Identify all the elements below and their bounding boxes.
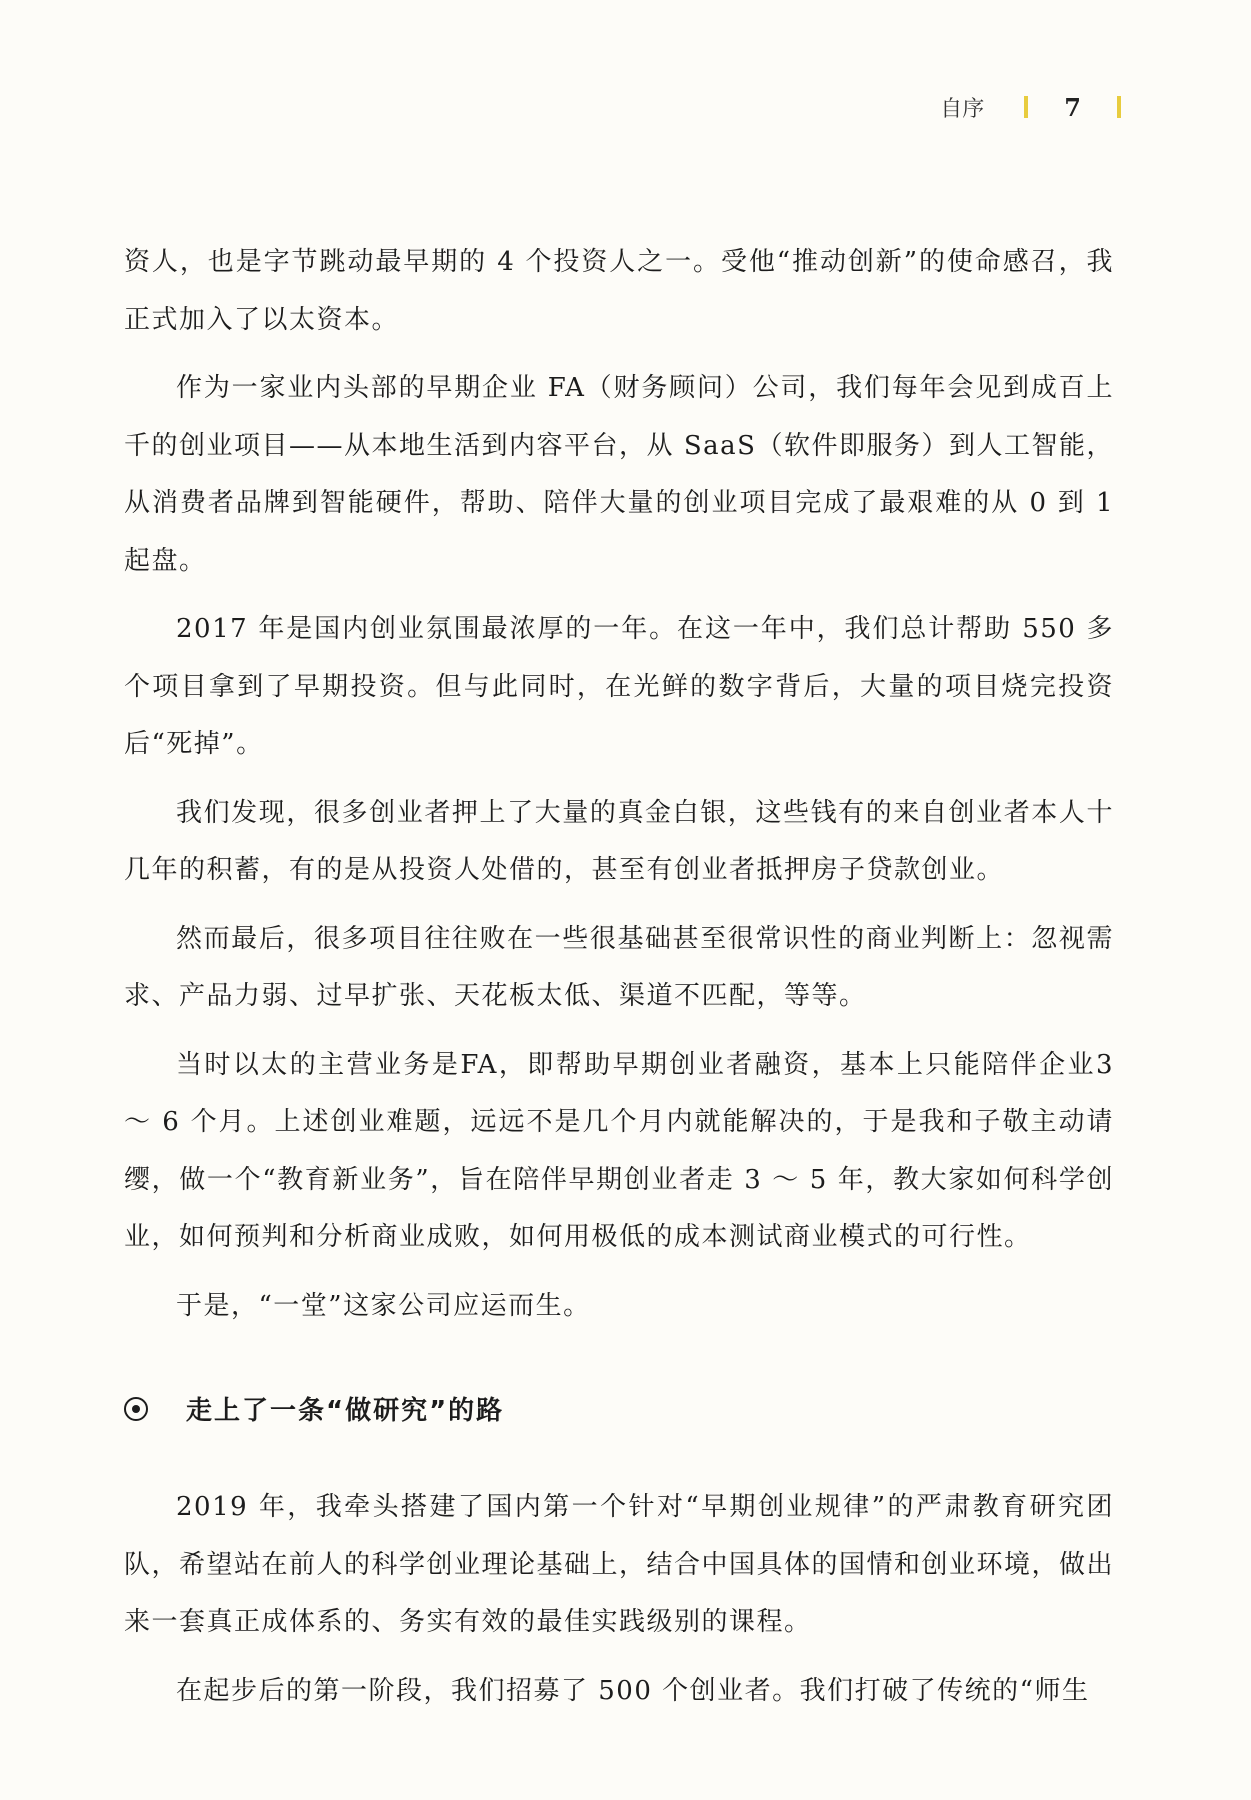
page-header [940, 90, 1121, 124]
paragraph: 2017 年是国内创业氛围最浓厚的一年。在这一年中，我们总计帮助 550 多个项目拿到了早期投资。但与此同时，在光鲜的数字背后，大量的项目烧完投资后“死掉”。 [124, 614, 1114, 759]
section-heading-text: 走上了一条“做研究”的路 [186, 1396, 505, 1426]
paragraph: 然而最后，很多项目往往败在一些很基础甚至很常识性的商业判断上：忽视需求、产品力弱、过早扩张、天花板太低、渠道不匹配，等等。 [124, 923, 1114, 1011]
page-number: 7 [1064, 92, 1081, 122]
header-divider [1117, 96, 1121, 118]
running-header-title: 自序 [940, 96, 985, 122]
header-divider [1024, 96, 1028, 118]
paragraph: 资人，也是字节跳动最早期的 4 个投资人之一。受他“推动创新”的使命感召，我正式加入了以太资本。 [124, 247, 1114, 335]
paragraph: 在起步后的第一阶段，我们招募了 500 个创业者。我们打破了传统的“师生 [176, 1675, 1090, 1706]
paragraph: 2019 年，我牵头搭建了国内第一个针对“早期创业规律”的严肃教育研究团队，希望站在前人的科学创业理论基础上，结合中国具体的国情和创业环境，做出来一套真正成体系的、务实有效的最佳实践级别的课程。 [124, 1492, 1115, 1637]
paragraph: 作为一家业内头部的早期企业 FA（财务顾问）公司，我们每年会见到成百上千的创业项目——从本地生活到内容平台，从 SaaS（软件即服务）到人工智能，从消费者品牌到智能硬件，帮助、陪伴大量的创业项目完成了最艰难的从 0 到 1 起盘。 [124, 373, 1114, 576]
paragraph: 于是，“一堂”这家公司应运而生。 [176, 1290, 591, 1321]
page-body [124, 234, 1114, 1731]
paragraph: 我们发现，很多创业者押上了大量的真金白银，这些钱有的来自创业者本人十几年的积蓄，有的是从投资人处借的，甚至有创业者抵押房子贷款创业。 [124, 797, 1114, 885]
bullseye-icon [124, 1397, 148, 1421]
paragraph: 当时以太的主营业务是FA，即帮助早期创业者融资，基本上只能陪伴企业3 ～ 6 个月。上述创业难题，远远不是几个月内就能解决的，于是我和子敬主动请缨，做一个“教育新业务”，旨在陪伴早期创业者走 3 ～ 5 年，教大家如何科学创业，如何预判和分析商业成败，如何用极低的成本测试商业模式的可行性。 [124, 1049, 1114, 1252]
section-heading [124, 1390, 1114, 1427]
